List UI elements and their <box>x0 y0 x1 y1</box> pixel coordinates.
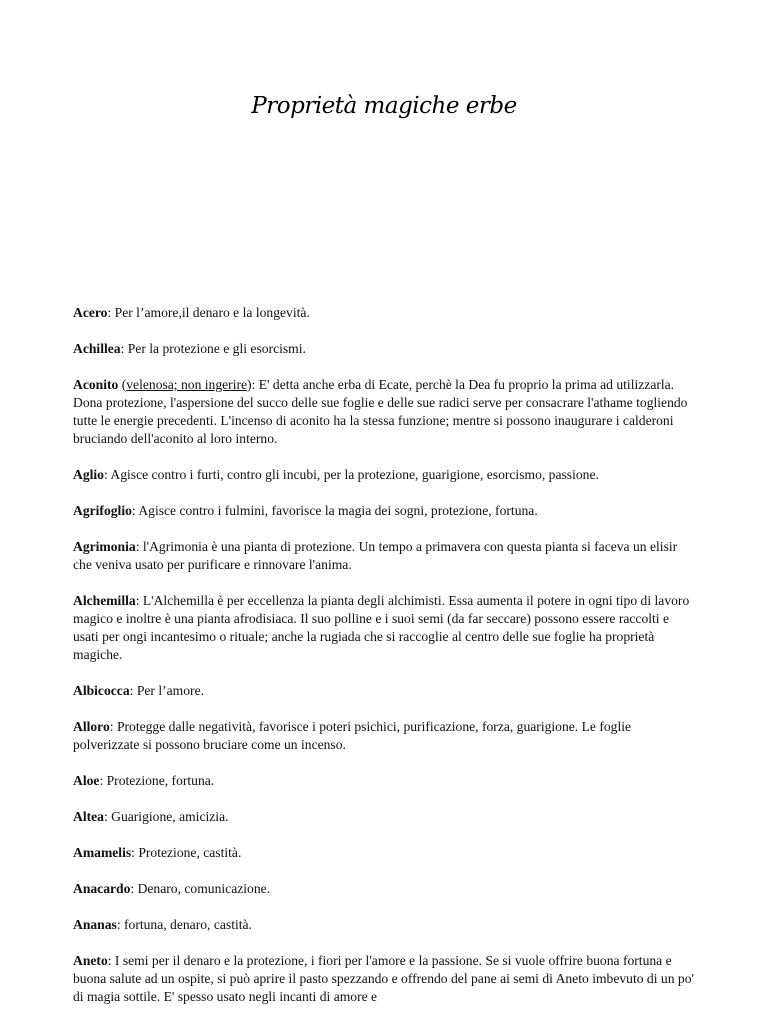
herb-description: : Per la protezione e gli esorcismi. <box>120 341 306 356</box>
herb-entry-alloro <box>73 718 697 754</box>
herb-entry-altea <box>73 808 697 826</box>
herb-description: : Agisce contro i furti, contro gli incubi, per la protezione, guarigione, esorcismo, passione. <box>103 467 599 482</box>
warning-note: velenosa; non ingerire <box>126 377 248 392</box>
herb-entry-alchemilla <box>73 592 697 664</box>
herb-description: : Agisce contro i fulmini, favorisce la magia dei sogni, protezione, fortuna. <box>131 503 538 518</box>
herb-term: Albicocca <box>73 683 130 698</box>
herb-term: Agrifoglio <box>73 503 132 518</box>
herb-entry-anacardo <box>73 880 697 898</box>
herb-entry-aneto <box>73 952 697 1006</box>
herb-description: : Per l’amore. <box>129 683 205 698</box>
herb-term: Achillea <box>73 341 121 356</box>
herb-entry-ananas <box>73 916 697 934</box>
herb-entry-aglio <box>73 466 697 484</box>
herb-term: Aglio <box>73 467 104 482</box>
herb-term: Aneto <box>73 953 108 968</box>
herb-description: : Per l’amore,il denaro e la longevità. <box>107 305 310 320</box>
document-title: Proprietà magiche erbe <box>251 93 517 119</box>
herb-entry-aconito: Aconito (velenosa; non ingerire): E' detta anche erba di Ecate, perchè la Dea fu proprio la prima ad utilizzarla. Dona protezione, l'aspersione del succo delle sue foglie e delle sue radici serve per consacrare l'athame togliendo tutte le energie precedenti. L'incenso di aconito ha la stessa funzione; mentre si possono inaugurare i calderoni bruciando dell'aconito al loro interno. <box>73 377 688 446</box>
herb-term: Acero <box>73 305 108 320</box>
herb-term: Aloe <box>73 773 100 788</box>
herb-description: : L'Alchemilla è per eccellenza la pianta degli alchimisti. Essa aumenta il potere in ogni tipo di lavoro magico e inoltre è una pianta afrodisiaca. Il suo polline e i suoi semi (da far seccare) possono essere raccolti e usati per ongi incantesimo o rituale; anche la rugiada che si raccoglie al centro delle sue foglie ha proprietà magiche. <box>73 593 690 662</box>
herb-description: : Guarigione, amicizia. <box>103 809 229 824</box>
herb-term: Amamelis <box>73 845 132 860</box>
herb-description: : Protezione, castità. <box>131 845 242 860</box>
herb-entry-agrimonia <box>73 538 697 574</box>
herb-description: : I semi per il denaro e la protezione, i fiori per l'amore e la passione. Se si vuole offrire buona fortuna e buona salute ad un ospite, si può aprire il pasto spezzando e offrendo del pane ai semi di Aneto imbevuto di un po' di magia sottile. E' spesso usato negli incanti di amore e <box>73 953 694 1004</box>
herb-entry-amamelis <box>73 844 697 862</box>
herb-entry-agrifoglio <box>73 502 697 520</box>
herb-entry-aloe <box>73 772 697 790</box>
herb-entry-albicocca <box>73 682 697 700</box>
herb-entries <box>73 304 697 1024</box>
herb-term: Aconito <box>73 377 119 392</box>
herb-entry-achillea <box>73 340 697 358</box>
herb-description: : l'Agrimonia è una pianta di protezione. Un tempo a primavera con questa pianta si faceva un elisir che veniva usato per purificare e rinnovare l'anima. <box>73 539 678 572</box>
herb-term: Anacardo <box>73 881 131 896</box>
herb-description: : Denaro, comunicazione. <box>130 881 271 896</box>
herb-description: : Protegge dalle negatività, favorisce i poteri psichici, purificazione, forza, guarigione. Le foglie polverizzate si possono bruciare come un incenso. <box>73 719 632 752</box>
herb-description: ): E' detta anche erba di Ecate, perchè la Dea fu proprio la prima ad utilizzarla. Dona protezione, l'aspersione del succo delle sue foglie e delle sue radici serve per consacrare l'athame togliendo tutte le energie precedenti. L'incenso di aconito ha la stessa funzione; mentre si possono inaugurare i calderoni bruciando dell'aconito al loro interno. <box>73 377 688 446</box>
herb-term: Alloro <box>73 719 110 734</box>
herb-entry-acero <box>73 304 697 322</box>
herb-term: Alchemilla <box>73 593 136 608</box>
herb-description: : Protezione, fortuna. <box>99 773 215 788</box>
herb-term: Agrimonia <box>73 539 136 554</box>
herb-term: Ananas <box>73 917 117 932</box>
herb-term: Altea <box>73 809 104 824</box>
herb-description: : fortuna, denaro, castità. <box>116 917 252 932</box>
